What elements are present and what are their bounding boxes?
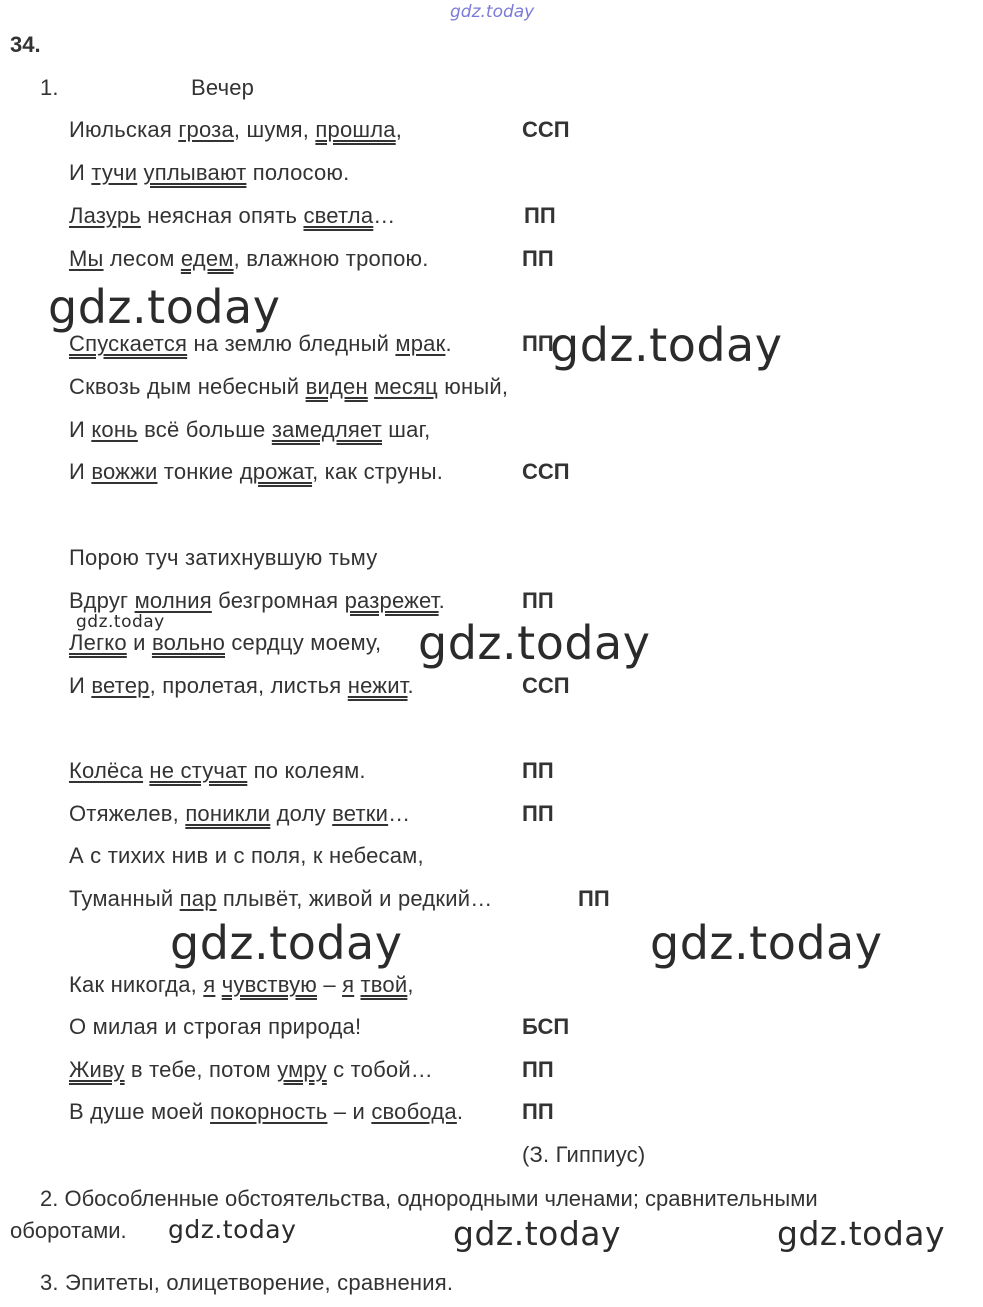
predicate-word: замедляет	[271, 417, 382, 442]
sentence-type-tag: ПП	[522, 246, 554, 271]
line-text: ,	[407, 972, 414, 997]
line-text: .	[445, 331, 452, 356]
line-text: по колеям.	[247, 758, 366, 783]
predicate-word: прошла	[315, 117, 396, 142]
predicate-word: светла	[303, 203, 374, 228]
poem-line	[69, 417, 430, 443]
line-text: Вдруг	[69, 588, 135, 613]
line-text: шаг,	[381, 417, 431, 442]
predicate-word: виден	[305, 374, 368, 399]
predicate-word: Спускается	[69, 331, 188, 356]
predicate-word: едем	[180, 246, 234, 271]
line-text: Отяжелев,	[69, 801, 186, 826]
line-text: И	[69, 417, 92, 442]
poem-line	[69, 545, 377, 571]
line-text: О милая и строгая природа!	[69, 1014, 362, 1039]
subject-word: вожжи	[91, 459, 158, 484]
subject-word: Колёса	[69, 758, 144, 783]
watermark-text: gdz.today	[48, 280, 281, 334]
subject-word: я	[203, 972, 216, 997]
subject-word: тучи	[91, 160, 138, 185]
line-text: –	[317, 972, 343, 997]
line-text: юный,	[437, 374, 509, 399]
watermark-text: gdz.today	[170, 916, 403, 970]
line-text: , пролетая, листья	[149, 673, 348, 698]
line-text: , шумя,	[233, 117, 316, 142]
line-text: В душе моей	[69, 1099, 211, 1124]
watermark-text: gdz.today	[418, 616, 651, 670]
predicate-word: дрожат	[239, 459, 313, 484]
predicate-word: не стучат	[149, 758, 248, 783]
line-text: Туманный	[69, 886, 180, 911]
predicate-word: нежит	[347, 673, 408, 698]
watermark-text: gdz.today	[650, 916, 883, 970]
line-text: долу	[270, 801, 333, 826]
poem-line	[69, 331, 452, 357]
line-text: А с тихих нив и с поля, к небесам,	[69, 843, 424, 868]
line-text: Порою туч затихнувшую тьму	[69, 545, 378, 570]
line-text: и	[126, 630, 152, 655]
subject-word: покорность	[210, 1099, 328, 1124]
predicate-word: чувствую	[221, 972, 318, 997]
item-number: 1.	[40, 75, 59, 100]
line-text: – и	[327, 1099, 372, 1124]
line-text: Сквозь дым небесный	[69, 374, 306, 399]
poem-line	[69, 459, 443, 485]
subject-word: ветер	[91, 673, 150, 698]
predicate-word: Живу	[69, 1057, 125, 1082]
line-text: .	[407, 673, 414, 698]
subject-word: пар	[179, 886, 217, 911]
subject-word: Мы	[69, 246, 104, 271]
predicate-word: поникли	[185, 801, 271, 826]
sentence-type-tag: ПП	[524, 203, 556, 228]
poem-line	[69, 1014, 361, 1040]
predicate-word: твой	[360, 972, 408, 997]
line-text: на землю бледный	[187, 331, 396, 356]
subject-word: я	[342, 972, 355, 997]
sentence-type-tag: ПП	[522, 331, 554, 356]
sentence-type-tag: ССП	[522, 459, 570, 484]
line-text: .	[438, 588, 445, 613]
sentence-type-tag: ПП	[522, 588, 554, 613]
poem-line	[69, 1057, 433, 1083]
sentence-type-tag: ПП	[522, 1057, 554, 1082]
subject-word: конь	[91, 417, 138, 442]
poem-author: (З. Гиппиус)	[522, 1142, 646, 1167]
exercise-number: 34.	[10, 32, 41, 57]
poem-line	[69, 801, 410, 827]
subject-word: свобода	[371, 1099, 457, 1124]
line-text: Как никогда,	[69, 972, 204, 997]
line-text: И	[69, 459, 92, 484]
poem-title: Вечер	[191, 75, 255, 100]
line-text: лесом	[103, 246, 181, 271]
sentence-type-tag: ПП	[578, 886, 610, 911]
subject-word: молния	[134, 588, 212, 613]
watermark-text: gdz.today	[550, 318, 783, 372]
subject-word: ветки	[332, 801, 389, 826]
line-text: неясная опять	[140, 203, 304, 228]
poem-line	[69, 374, 508, 400]
subject-word: мрак	[395, 331, 446, 356]
line-text: ,	[395, 117, 403, 142]
poem-line	[69, 843, 424, 869]
answer-3: 3. Эпитеты, олицетворение, сравнения.	[40, 1270, 454, 1295]
predicate-word: умру	[277, 1057, 327, 1082]
poem-line	[69, 246, 429, 272]
answer-2-line-2: оборотами.	[10, 1218, 127, 1243]
line-text: И	[69, 673, 92, 698]
line-text: сердцу моему,	[225, 630, 382, 655]
answer-2-line-1: 2. Обособленные обстоятельства, однородными членами; сравнительными	[40, 1186, 818, 1211]
subject-word: гроза	[178, 117, 234, 142]
poem-line	[69, 1099, 463, 1125]
sentence-type-tag: ПП	[522, 801, 554, 826]
sentence-type-tag: ПП	[522, 758, 554, 783]
watermark-text: gdz.today	[168, 1215, 297, 1244]
poem-line	[69, 160, 349, 186]
line-text: всё больше	[137, 417, 272, 442]
line-text: плывёт, живой и редкий…	[216, 886, 493, 911]
line-text: с тобой…	[326, 1057, 434, 1082]
line-text: , влажною тропою.	[233, 246, 429, 271]
predicate-word: уплывают	[143, 160, 247, 185]
line-text: .	[456, 1099, 464, 1124]
poem-line	[69, 117, 402, 143]
sentence-type-tag: БСП	[522, 1014, 570, 1039]
line-text: полосою.	[246, 160, 350, 185]
line-text: Июльская	[69, 117, 179, 142]
poem-line	[69, 673, 414, 699]
predicate-word: разрежет	[344, 588, 439, 613]
predicate-word: вольно	[151, 630, 226, 655]
line-text: И	[69, 160, 92, 185]
watermark-text: gdz.today	[76, 612, 165, 632]
line-text: …	[373, 203, 396, 228]
poem-line	[69, 630, 381, 656]
sentence-type-tag: ПП	[522, 1099, 554, 1124]
line-text: безгромная	[211, 588, 345, 613]
subject-word: месяц	[374, 374, 438, 399]
line-text: тонкие	[157, 459, 240, 484]
subject-word: Лазурь	[69, 203, 141, 228]
poem-line	[69, 588, 445, 614]
watermark-text: gdz.today	[450, 2, 535, 22]
poem-line	[69, 203, 395, 229]
sentence-type-tag: ССП	[522, 673, 570, 698]
poem-line	[69, 886, 492, 912]
watermark-text: gdz.today	[453, 1214, 622, 1253]
line-text: в тебе, потом	[124, 1057, 278, 1082]
line-text: , как струны.	[312, 459, 444, 484]
poem-line	[69, 972, 414, 998]
sentence-type-tag: ССП	[522, 117, 570, 142]
line-text: …	[388, 801, 411, 826]
watermark-text: gdz.today	[777, 1214, 946, 1253]
predicate-word: Легко	[69, 630, 127, 655]
poem-line	[69, 758, 366, 784]
